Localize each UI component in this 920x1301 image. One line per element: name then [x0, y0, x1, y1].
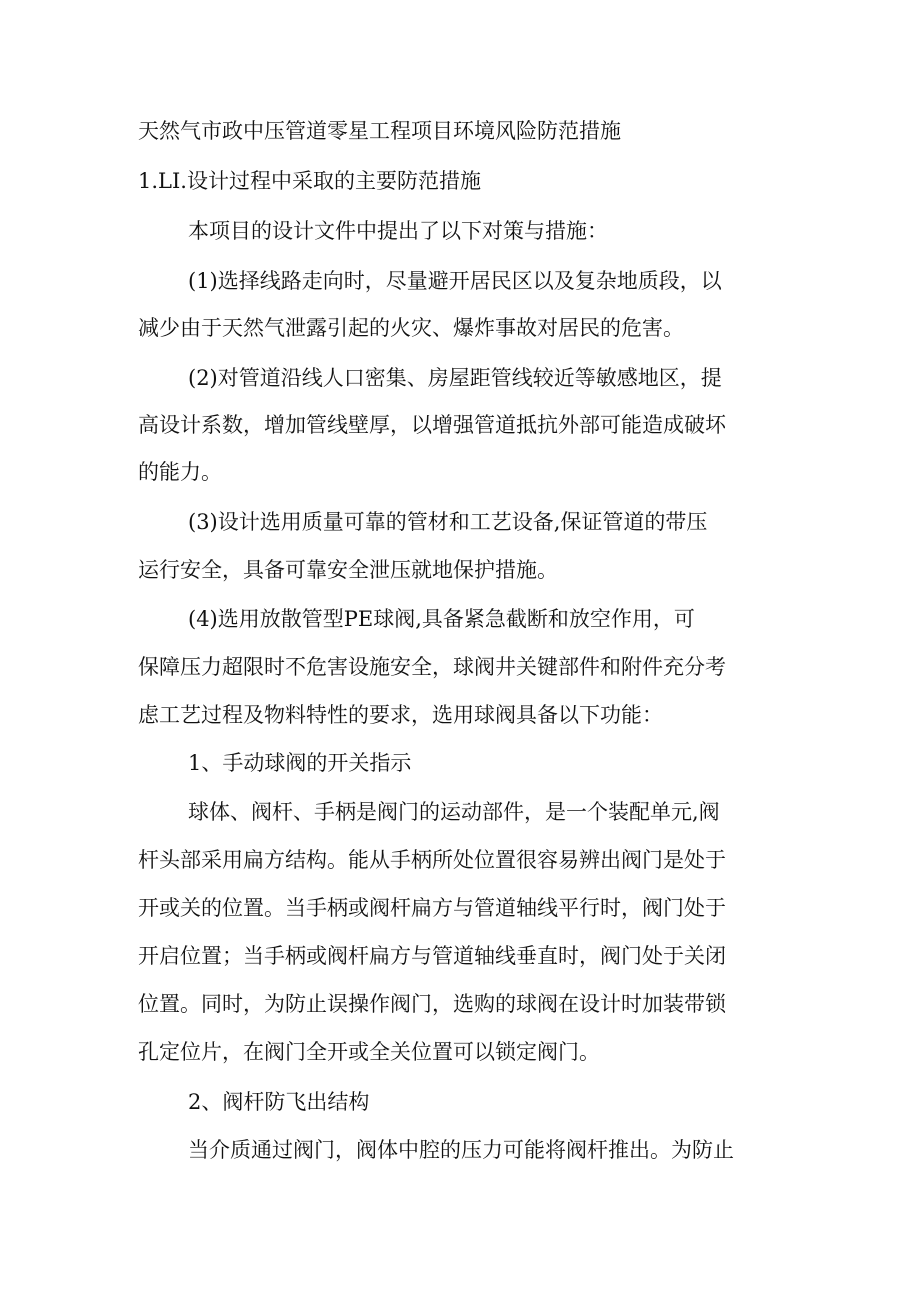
paragraph-line: 杆头部采用扁方结构。能从手柄所处位置很容易辨出阀门是处于: [138, 848, 726, 872]
paragraph-line: 虑工艺过程及物料特性的要求，选用球阀具备以下功能：: [138, 703, 663, 727]
paragraph-line: 孔定位片，在阀门全开或全关位置可以锁定阀门。: [138, 1040, 600, 1064]
paragraph-line: (2)对管道沿线人口密集、房屋距管线较近等敏感地区，提: [188, 366, 722, 390]
section-heading: 1.LI.设计过程中采取的主要防范措施: [138, 169, 481, 193]
paragraph-line: 减少由于天然气泄露引起的火灾、爆炸事故对居民的危害。: [138, 316, 684, 340]
paragraph-line: 运行安全，具备可靠安全泄压就地保护措施。: [138, 558, 558, 582]
paragraph-line: 高设计系数，增加管线壁厚，以增强管道抵抗外部可能造成破坏: [138, 413, 726, 437]
paragraph-line: 保障压力超限时不危害设施安全，球阀井关键部件和附件充分考: [138, 655, 726, 679]
paragraph-line: (3)设计选用质量可靠的管材和工艺设备,保证管道的带压: [188, 510, 708, 534]
subheading: 2、阀杆防飞出结构: [188, 1090, 370, 1114]
paragraph-line: 的能力。: [138, 460, 222, 484]
paragraph-line: (1)选择线路走向时，尽量避开居民区以及复杂地质段，以: [188, 269, 722, 293]
paragraph-line: 开启位置；当手柄或阀杆扁方与管道轴线垂直时，阀门处于关闭: [138, 944, 726, 968]
document-title: 天然气市政中压管道零星工程项目环境风险防范措施: [138, 119, 621, 143]
paragraph-line: 位置。同时，为防止误操作阀门，选购的球阀在设计时加装带锁: [138, 992, 726, 1016]
paragraph-line: 球体、阀杆、手柄是阀门的运动部件，是一个装配单元,阀: [188, 800, 720, 824]
paragraph-line: (4)选用放散管型PE球阀,具备紧急截断和放空作用，可: [188, 607, 695, 631]
subheading: 1、手动球阀的开关指示: [188, 751, 412, 775]
paragraph-line: 本项目的设计文件中提出了以下对策与措施：: [188, 219, 608, 243]
paragraph-line: 当介质通过阀门，阀体中腔的压力可能将阀杆推出。为防止: [188, 1138, 734, 1162]
paragraph-line: 开或关的位置。当手柄或阀杆扁方与管道轴线平行时，阀门处于: [138, 896, 726, 920]
